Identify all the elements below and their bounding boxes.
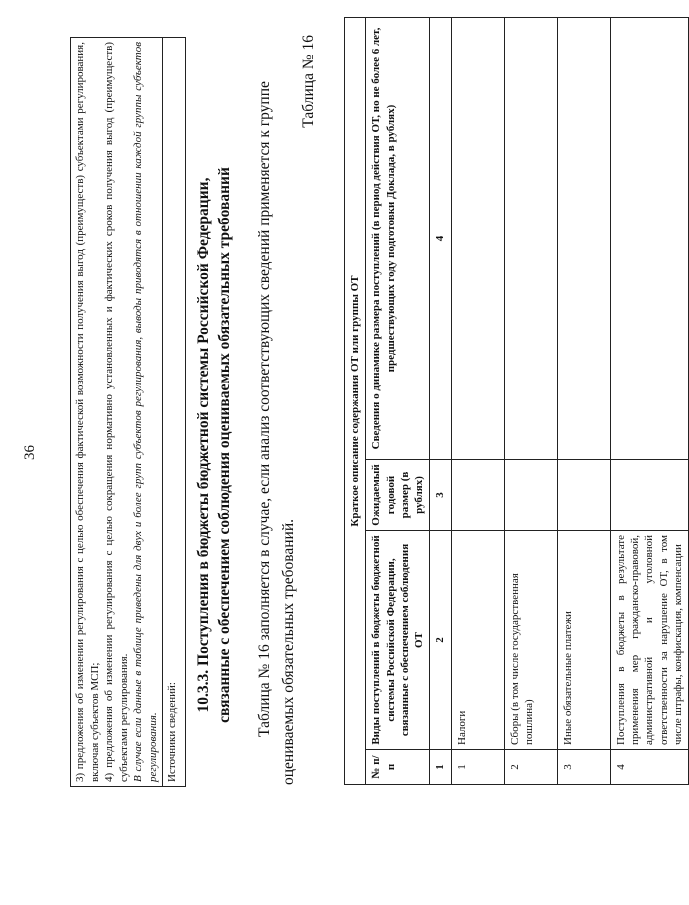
expected-amount-cell: [610, 460, 688, 531]
column-number: 2: [430, 531, 451, 750]
budget-revenues-table: [344, 17, 689, 785]
table-row: [557, 18, 610, 785]
header-number: № п/п: [366, 750, 430, 785]
revenue-kind-cell: Поступления в бюджеты в результате применения мер гражданско-правовой, административной и уголовной ответственности за нарушение ОТ, в том числе штрафы, конфискация, компенсации: [610, 531, 688, 750]
section-heading: [193, 125, 236, 765]
section-title-line-1: 10.3.3. Поступления в бюджеты бюджетной системы Российской Федерации,: [195, 177, 212, 713]
dynamics-cell: [504, 18, 557, 460]
expected-amount-cell: [504, 460, 557, 531]
page-number: 36: [22, 445, 38, 460]
intro-paragraph: [253, 0, 301, 785]
table-row: [451, 18, 504, 785]
table-row: [610, 18, 688, 785]
row-number: 1: [451, 750, 504, 785]
row-number: 2: [504, 750, 557, 785]
column-number: 4: [430, 18, 451, 460]
row-number: 3: [557, 750, 610, 785]
table-caption: Краткое описание содержания ОТ или группы ОТ: [345, 18, 366, 785]
dynamics-cell: [557, 18, 610, 460]
proposal-item-3: 3) предложения об изменении регулирования с целью обеспечения фактической возможности получения выгод (преимуществ) субъектами регулирования, включая субъектов МСП;: [74, 42, 101, 782]
revenue-kind-cell: Иные обязательные платежи: [557, 531, 610, 750]
paragraph-line-1: Таблица № 16 заполняется в случае, если анализ соответствующих сведений применяется к группе: [256, 81, 273, 737]
column-number: 3: [430, 460, 451, 531]
sources-cell: Источники сведений:: [163, 38, 186, 787]
header-expected-amount: Ожидаемый годовой размер (в рублях): [366, 460, 430, 531]
dynamics-cell: [451, 18, 504, 460]
groups-note: В случае если данные в таблице приведены для двух и более групп субъектов регулирования, выводы приводятся в отношении каждой группы субъектов регулирования.: [132, 42, 159, 782]
section-title-line-2: связанные с обеспечением соблюдения оцениваемых обязательных требований: [216, 167, 234, 723]
expected-amount-cell: [557, 460, 610, 531]
proposal-item-4: 4) предложения об изменении регулирования с целью сокращения нормативно установленных и фактических сроков получения выгод (преимуществ) субъектами регулирования.: [103, 42, 130, 782]
column-number-row: [430, 18, 451, 785]
column-number: 1: [430, 750, 451, 785]
expected-amount-cell: [451, 460, 504, 531]
header-revenue-kind: Виды поступлений в бюджеты бюджетной системы Российской Федерации, связанные с обеспечением соблюдения ОТ: [366, 531, 430, 750]
table-label: Таблица № 16: [300, 35, 317, 128]
header-dynamics: Сведения о динамике размера поступлений (в период действия ОТ, но не более 6 лет, предшествующих году подготовки Доклада, в рублях): [366, 18, 430, 460]
conclusions-table: [70, 37, 186, 787]
dynamics-cell: [610, 18, 688, 460]
table-row: [504, 18, 557, 785]
conclusions-cell: [71, 38, 163, 787]
row-number: 4: [610, 750, 688, 785]
revenue-kind-cell: Налоги: [451, 531, 504, 750]
revenue-kind-cell: Сборы (в том числе государственная пошлина): [504, 531, 557, 750]
paragraph-line-2: оцениваемых обязательных требований.: [280, 519, 298, 785]
